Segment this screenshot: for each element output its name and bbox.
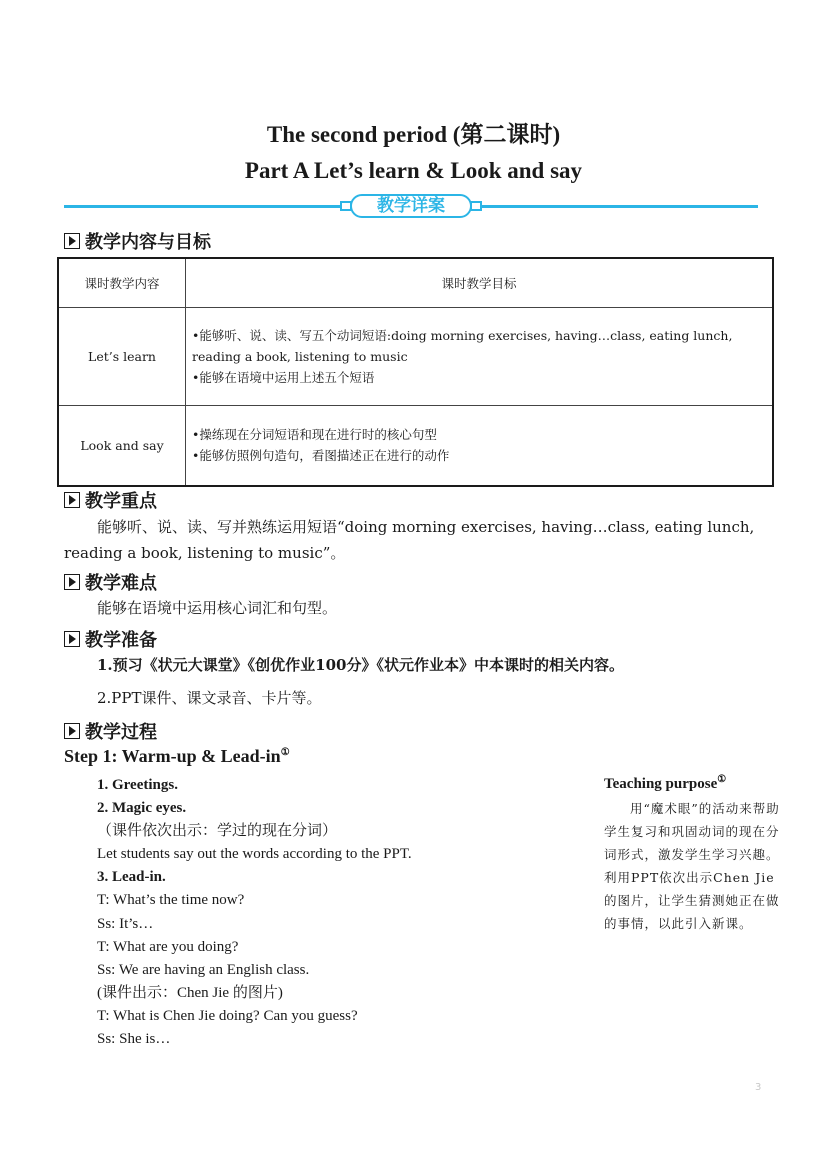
step1-line: （课件依次出示：学过的现在分词） [97, 823, 338, 840]
table-cell-goals [186, 308, 774, 406]
table-row [58, 308, 773, 406]
table-cell-goals [186, 406, 774, 486]
difficulties-text: 能够在语境中运用核心词汇和句型。 [97, 599, 338, 617]
play-icon [64, 723, 80, 739]
step1-line: T: What’s the time now? [97, 892, 245, 909]
step1-line: Let students say out the words according to the PPT. [97, 846, 412, 863]
step1-title-text: Step 1: Warm-up & Lead-in [64, 746, 281, 766]
step1-line: 3. Lead-in. [97, 869, 166, 886]
section-heading: 教学内容与目标 [85, 232, 211, 253]
section-heading: 教学难点 [85, 573, 157, 594]
table-header-row [58, 258, 773, 308]
footnote-mark: ① [717, 774, 727, 785]
play-icon [64, 631, 80, 647]
teaching-purpose-text: 用“魔术眼”的活动来帮助学生复习和巩固动词的现在分词形式，激发学生学习兴趣。利用PPT依次出示Chen Jie 的图片，让学生猜测她正在做的事情，以此引入新课。 [604, 801, 780, 931]
key-points-text: 能够听、说、读、写并熟练运用短语“doing morning exercises, having…class, eating lunch, reading a book, listening to music”。 [64, 518, 755, 562]
page-title: The second period (第二课时) [266, 122, 561, 147]
banner-label: 教学详案 [350, 194, 472, 218]
play-icon [64, 492, 80, 508]
step1-line: 2. Magic eyes. [97, 800, 187, 817]
preparation-item-2: 2.PPT课件、课文录音、卡片等。 [97, 689, 322, 707]
table-header-cell: 课时教学目标 [186, 258, 774, 308]
goal-item: •能够听、说、读、写五个动词短语:doing morning exercises, having…class, eating lunch, reading a book, listening to music [192, 328, 733, 364]
step1-title [64, 746, 290, 767]
section-content-goals [64, 228, 211, 254]
footnote-mark: ① [280, 747, 290, 758]
table-cell-content: Look and say [58, 406, 186, 486]
section-preparation [64, 626, 157, 652]
goal-item: •操练现在分词短语和现在进行时的核心句型 [192, 427, 437, 443]
teaching-purpose-title [604, 774, 726, 793]
section-difficulties [64, 569, 157, 595]
play-icon [64, 574, 80, 590]
table-header-cell: 课时教学内容 [58, 258, 186, 308]
goal-item: •能够在语境中运用上述五个短语 [192, 370, 375, 385]
step1-content [97, 774, 577, 1051]
play-icon [64, 233, 80, 249]
section-heading: 教学过程 [85, 722, 157, 743]
page-number: 3 [755, 1082, 762, 1093]
section-key-points [64, 487, 157, 513]
page-subtitle: Part A Let’s learn & Look and say [244, 158, 583, 183]
step1-line: T: What are you doing? [97, 938, 239, 955]
section-heading: 教学重点 [85, 491, 157, 512]
section-heading: 教学准备 [85, 630, 157, 651]
step1-line: T: What is Chen Jie doing? Can you guess? [97, 1007, 358, 1024]
section-process [64, 718, 157, 744]
step1-line: (课件出示：Chen Jie 的图片) [97, 984, 283, 1001]
banner [338, 194, 484, 220]
step1-line: Ss: She is… [97, 1031, 171, 1048]
table-row [58, 406, 773, 486]
step1-line: Ss: It’s… [97, 915, 154, 932]
table-cell-content: Let’s learn [58, 308, 186, 406]
step1-line: Ss: We are having an English class. [97, 961, 310, 978]
preparation-item-1: 1.预习《状元大课堂》《创优作业100分》《状元作业本》中本课时的相关内容。 [97, 656, 624, 674]
goal-item: •能够仿照例句造句，看图描述正在进行的动作 [192, 448, 450, 464]
step1-line: 1. Greetings. [97, 777, 178, 793]
objectives-table [57, 257, 774, 487]
teaching-purpose-title-text: Teaching purpose [604, 776, 718, 792]
